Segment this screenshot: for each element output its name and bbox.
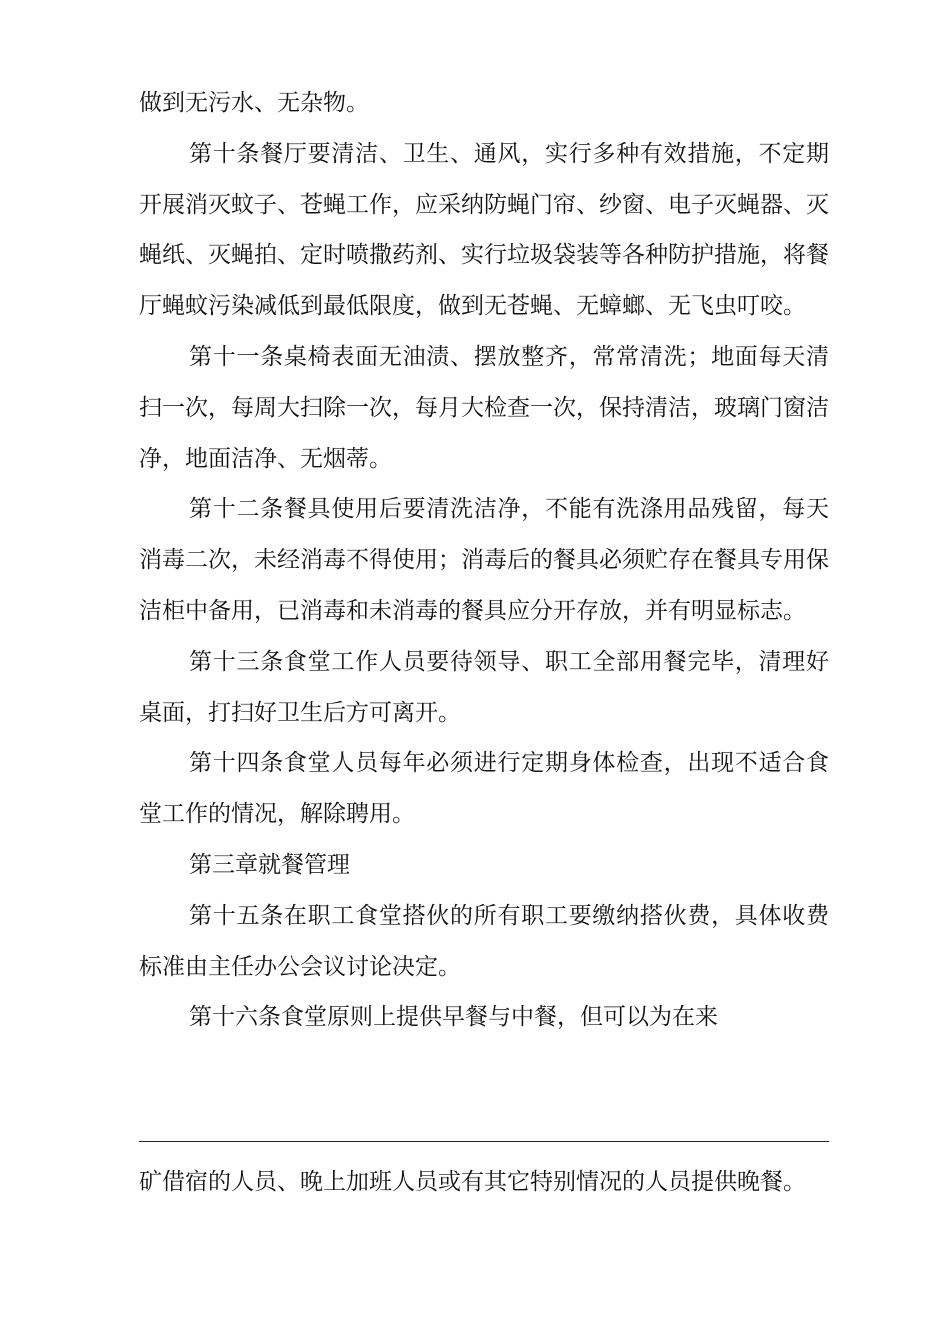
document-body (139, 78, 829, 1043)
paragraph-article-11: 第十一条桌椅表面无油渍、摆放整齐，常常清洗；地面每天清扫一次，每周大扫除一次，每月大检查一次，保持清洁，玻璃门窗洁净，地面洁净、无烟蒂。 (139, 343, 829, 472)
paragraph-article-16: 第十六条食堂原则上提供早餐与中餐，但可以为在来 (189, 1004, 718, 1031)
paragraph-article-13: 第十三条食堂工作人员要待领导、职工全部用餐完毕，清理好桌面，打扫好卫生后方可离开。 (139, 648, 829, 726)
paragraph-article-16-continuation: 矿借宿的人员、晚上加班人员或有其它特别情况的人员提供晚餐。 (139, 1169, 806, 1195)
paragraph-article-15: 第十五条在职工食堂搭伙的所有职工要缴纳搭伙费，具体收费标准由主任办公会议讨论决定。 (139, 902, 829, 980)
paragraph-article-14: 第十四条食堂人员每年必须进行定期身体检查，出现不适合食堂工作的情况，解除聘用。 (139, 750, 829, 828)
continuation-block (139, 1157, 829, 1208)
chapter-heading: 第三章就餐管理 (189, 851, 350, 878)
page-divider (139, 1141, 829, 1142)
paragraph-article-10: 第十条餐厅要清洁、卫生、通风，实行多种有效措施，不定期开展消灭蚊子、苍蝇工作，应采纳防蝇门帘、纱窗、电子灭蝇器、灭蝇纸、灭蝇拍、定时喷撒药剂、实行垃圾袋装等各种防护措施，将餐厅蝇蚊污染减低到最低限度，做到无苍蝇、无蟑螂、无飞虫叮咬。 (139, 140, 829, 320)
paragraph-continued: 做到无污水、无杂物。 (139, 90, 369, 116)
paragraph-article-12: 第十二条餐具使用后要清洗洁净，不能有洗涤用品残留，每天消毒二次，未经消毒不得使用；消毒后的餐具必须贮存在餐具专用保洁柜中备用，已消毒和未消毒的餐具应分开存放，并有明显标志。 (139, 496, 829, 624)
